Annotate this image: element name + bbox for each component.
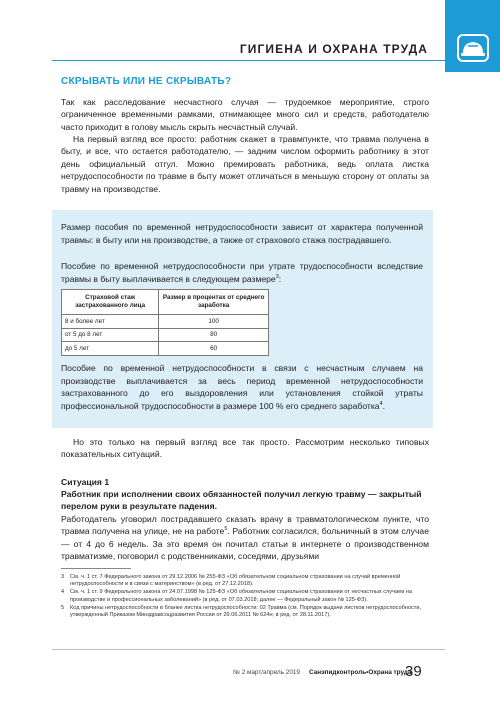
section-title: ГИГИЕНА И ОХРАНА ТРУДА <box>239 42 428 56</box>
footnote-divider <box>61 568 131 569</box>
footnote-ref: 3 <box>275 273 279 280</box>
footer-issue: № 2 март/апрель 2019 <box>233 669 300 676</box>
info-box-intro-2-text: Пособие по временной нетрудоспособности при утрате трудоспособности вследствие травмы в быту выплачивается в следующем размере <box>61 261 423 284</box>
table-header-cell: Страховой стаж застрахованного лица <box>62 290 159 315</box>
footnote-mark: 4 <box>61 589 65 596</box>
helmet-icon <box>457 34 489 62</box>
footnote <box>61 605 429 620</box>
footnote <box>61 574 429 589</box>
info-box-closing <box>61 362 423 412</box>
footnote <box>61 589 429 604</box>
situation-label: Ситуация 1 <box>61 477 110 487</box>
footnote-text: См. ч. 1 ст. 9 Федерального закона от 24.07.1998 № 125-ФЗ «Об обязательном социальном страховании от несчастных случаев на производстве и профессиональных заболеваний» (в ред. от 07.03.2018; далее — Федеральный закон № 125-ФЗ). <box>70 589 412 603</box>
footnote-ref: 4 <box>379 400 383 407</box>
table-cell: 60 <box>159 342 269 356</box>
situation-text-2: . Работник согласился, больничный в этом случае — от 4 до 6 недель. За это время он почитал статьи в интернете о производственном травматизме, поговорил с родственниками, соседями, друзьями <box>61 526 429 562</box>
table-cell: 80 <box>159 328 269 342</box>
page-number: 39 <box>405 663 422 680</box>
situation-heading: Работник при исполнении своих обязанностей получил легкую травму — закрытый перелом руки в результате падения. <box>61 489 422 512</box>
footnote-mark: 3 <box>61 574 65 580</box>
info-box-intro-2 <box>61 260 423 285</box>
situation-text <box>61 513 429 563</box>
article-paragraph: На первый взгляд все просто: работник скажет в травмпункте, что травма получена в быту, и все, что остается работодателю, — задним числом оформить работнику в этот день официальный отгул. Можно премировать работника, ведь оплата листка нетрудоспособности по травме в быту может отличаться в меньшую сторону от оплаты за травму на производстве. <box>61 134 429 194</box>
table-row <box>62 315 269 329</box>
table-header-row <box>62 290 269 315</box>
info-box-intro: Размер пособия по временной нетрудоспособности зависит от характера полученной травмы: в быту или на производстве, а также от страхового стажа пострадавшего. <box>61 222 423 245</box>
footnote-text: См. ч. 1 ст. 7 Федерального закона от 29.12.2006 № 255-ФЗ «Об обязательном социальном страховании на случай временной нетрудоспособности и в связи с материнством» (в ред. от 27.12.2018). <box>70 574 401 588</box>
benefit-table <box>61 289 269 356</box>
footer-divider <box>52 649 445 650</box>
table-cell: 100 <box>159 315 269 329</box>
footnotes <box>61 574 429 620</box>
footnote-text: Код причины нетрудоспособности в бланке листка нетрудоспособности: 02 Травма (см. Порядок выдачи листков нетрудоспособности, утвержденный Приказом Минздравсоцразвития России от 29.06.2011 № 624н; в ред. от 28.11.2017). <box>70 604 422 619</box>
header-divider <box>52 60 445 61</box>
article-paragraph: Но это только на первый взгляд все так просто. Рассмотрим несколько типовых показательных ситуаций. <box>61 437 429 460</box>
table-cell: 8 и более лет <box>62 315 159 329</box>
punctuation: : <box>278 273 282 284</box>
table-row <box>62 328 269 342</box>
footnote-mark: 5 <box>61 604 65 611</box>
punctuation: . <box>382 400 386 411</box>
footnote-ref: 5 <box>224 526 228 533</box>
footer-magazine: Санэпидконтроль•Охрана труда <box>309 669 412 676</box>
article-title: СКРЫВАТЬ ИЛИ НЕ СКРЫВАТЬ? <box>61 76 232 87</box>
table-row <box>62 342 269 356</box>
info-box-closing-text: Пособие по временной нетрудоспособности в связи с несчастным случаем на производстве выплачивается за весь период временной нетрудоспособности застрахованного до его выздоровления или установления стойкой утраты профессиональной трудоспособности в размере 100 % его среднего заработка <box>61 363 423 411</box>
table-cell: от 5 до 8 лет <box>62 328 159 342</box>
situation-text-1: Работодатель уговорил пострадавшего сказать врачу в травматологическом пункте, что травма получена на улице, не на работе <box>61 514 429 537</box>
table-header-cell: Размер в процентах от среднего заработка <box>159 290 269 315</box>
table-cell: до 5 лет <box>62 342 159 356</box>
article-paragraph: Так как расследование несчастного случая — трудоемкое мероприятие, строго ограниченное временными рамками, отнимающее много сил и средств, работодателю часто приходит в голову мысль скрыть несчастный случай. <box>61 97 429 132</box>
header-logo-tab <box>445 0 500 72</box>
